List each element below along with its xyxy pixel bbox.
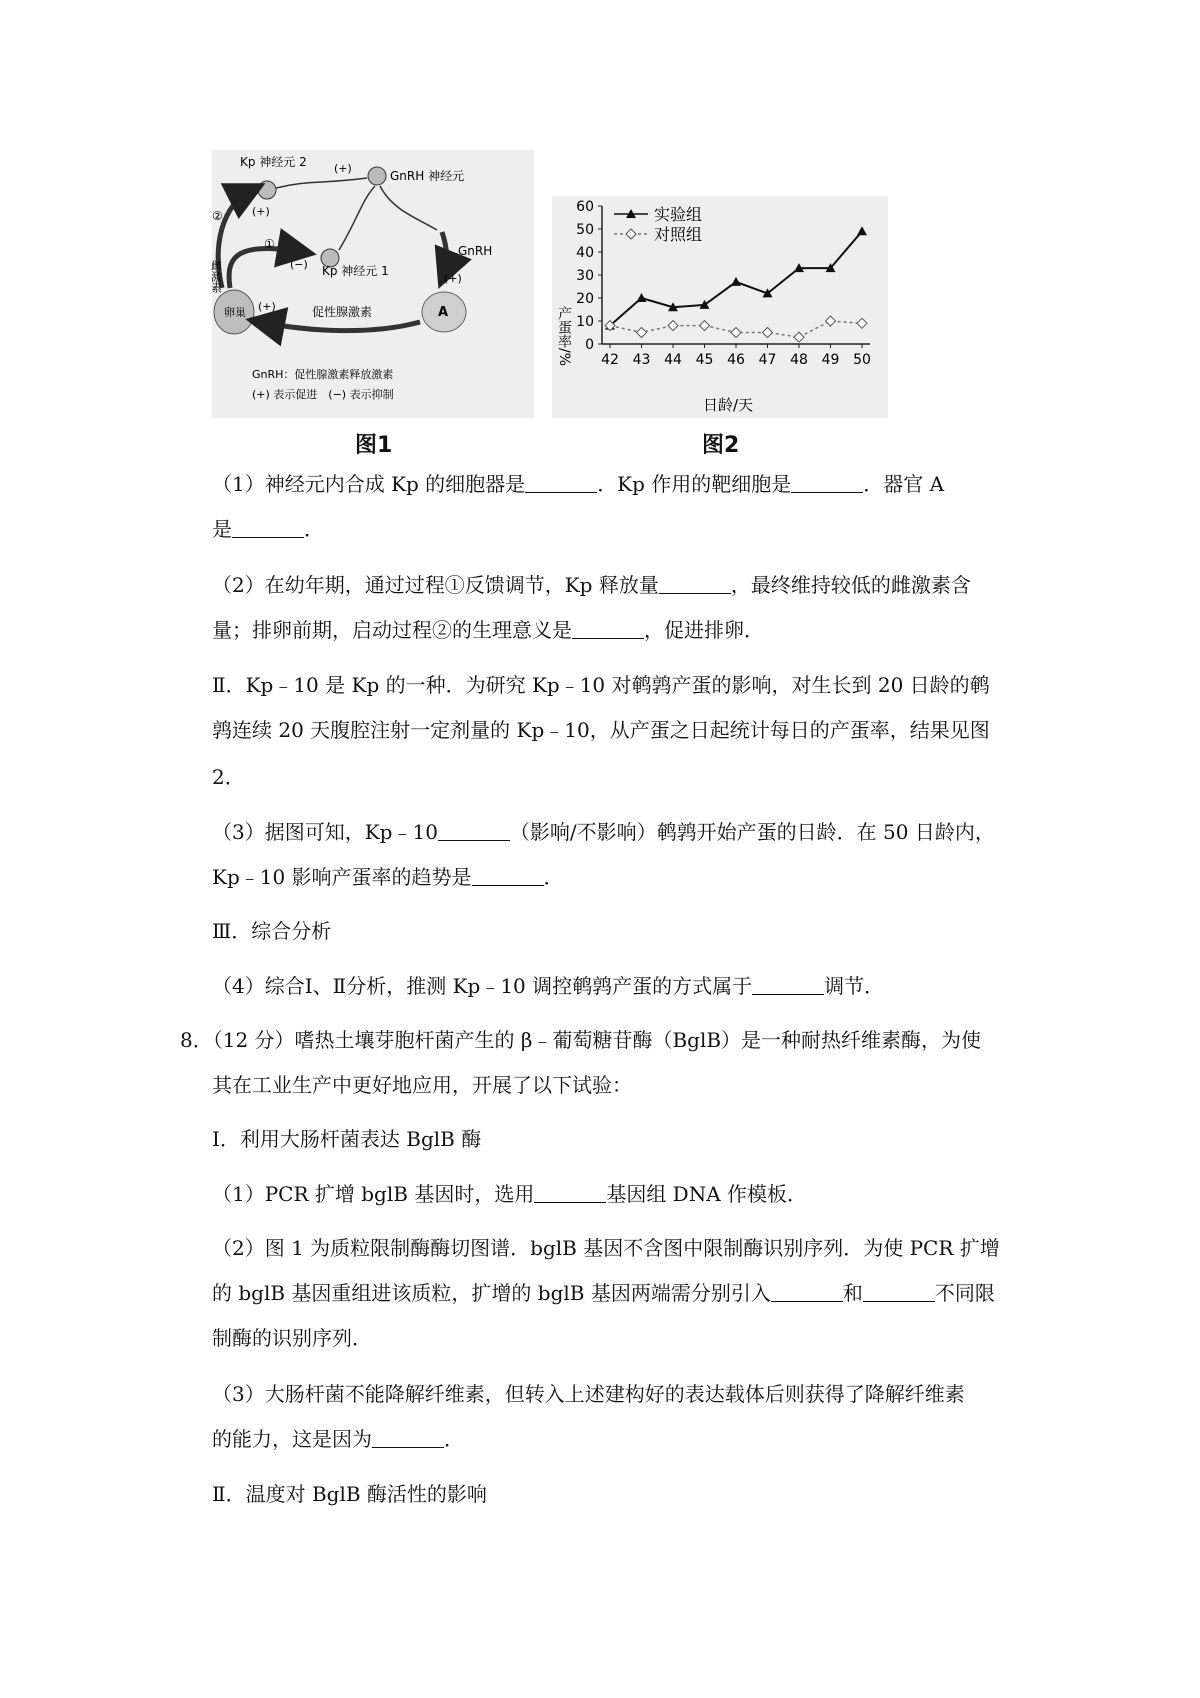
y-tick-label: 60 — [576, 199, 594, 215]
x-tick-label: 48 — [790, 352, 808, 368]
x-tick-label: 47 — [758, 352, 777, 368]
kp2-to-gnrh-axon — [276, 178, 367, 188]
ovary-plus-label: (+) — [258, 300, 276, 313]
problem-8-question-2-line-2: 的 bglB 基因重组进该质粒，扩增的 bglB 基因两端需分别引入 和 不同限 — [212, 1281, 995, 1305]
question-1-line-1: （1）神经元内合成 Kp 的细胞器是 ．Kp 作用的靶细胞是 ．器官 A — [212, 472, 945, 496]
chart-y-axis-label: 产蛋率/% — [556, 306, 572, 367]
x-tick-label: 45 — [695, 352, 714, 368]
x-tick-label: 46 — [727, 352, 745, 368]
x-tick-label: 42 — [601, 352, 619, 368]
experiment-point — [637, 293, 647, 302]
experiment-point — [857, 226, 867, 235]
note-gnrh: GnRH：促性腺激素释放激素 — [252, 368, 394, 381]
gnrh-arrow — [442, 232, 447, 275]
kp-neuron-1-label: Kp 神经元 1 — [322, 264, 389, 278]
gnrh-plus-label: (+) — [334, 162, 352, 175]
question-1-line-2: 是 ． — [212, 517, 324, 541]
problem-8-question-3-line-1: （3）大肠杆菌不能降解纤维素，但转入上述建构好的表达载体后则获得了降解纤维素 — [212, 1382, 965, 1406]
problem-8-line-1: 8．（12 分）嗜热土壤芽胞杆菌产生的 β﹣葡萄糖苷酶（BglB）是一种耐热纤维素酶，为使 — [180, 1028, 982, 1052]
section-2-line-2: 鹑连续 20 天腹腔注射一定剂量的 Kp﹣10，从产蛋之日起统计每日的产蛋率，结果见图 — [212, 718, 990, 742]
process-2-label: ② — [212, 209, 223, 223]
control-point — [794, 332, 804, 342]
legend-marker-2 — [626, 229, 636, 239]
blank-11 — [863, 1281, 935, 1302]
y-tick-label: 30 — [576, 268, 594, 284]
estrogen-label: 雌激素 — [209, 260, 223, 293]
experiment-point — [731, 277, 741, 286]
x-tick-label: 43 — [632, 352, 651, 368]
question-4-line: （4）综合Ⅰ、Ⅱ分析，推测 Kp﹣10 调控鹌鹑产蛋的方式属于 调节． — [212, 974, 885, 998]
problem-8-line-2: 其在工业生产中更好地应用，开展了以下试验： — [212, 1073, 632, 1097]
x-tick-label: 49 — [821, 352, 840, 368]
control-point — [668, 321, 678, 331]
kp-neuron-2-icon — [258, 181, 276, 199]
question-2-line-1: （2）在幼年期，通过过程①反馈调节，Kp 释放量 ，最终维持较低的雌激素含 — [212, 573, 971, 597]
blank-1 — [525, 472, 597, 493]
gnrh-neuron-label: GnRH 神经元 — [390, 169, 465, 183]
problem-8-question-1: （1）PCR 扩增 bglB 基因时，选用 基因组 DNA 作模板． — [212, 1182, 808, 1206]
control-point — [731, 328, 741, 338]
y-tick-label: 40 — [576, 245, 594, 261]
y-tick-label: 10 — [576, 314, 594, 330]
ovary-label: 卵巢 — [224, 306, 246, 319]
gnrh-axon — [380, 186, 437, 230]
process-1-label: ① — [264, 237, 275, 251]
blank-6 — [438, 820, 510, 841]
control-point — [763, 328, 773, 338]
gnrh-neuron-icon — [368, 167, 386, 185]
regulation-diagram — [209, 150, 534, 418]
blank-2 — [791, 472, 863, 493]
question-3-line-1: （3）据图可知，Kp﹣10 （影响/不影响）鹌鹑开始产蛋的日龄．在 50 日龄内， — [212, 820, 995, 844]
question-2-line-2: 量；排卵前期，启动过程②的生理意义是 ，促进排卵． — [212, 618, 764, 642]
problem-8-question-3-line-2: 的能力，这是因为 ． — [212, 1427, 464, 1451]
figure-1-diagram — [209, 150, 534, 418]
blank-9 — [534, 1182, 606, 1203]
figure-2-chart — [552, 196, 888, 418]
a-plus-label: (+) — [444, 272, 462, 285]
question-3-line-2: Kp﹣10 影响产蛋率的趋势是 ． — [212, 865, 564, 889]
y-tick-label: 0 — [585, 337, 594, 353]
blank-4 — [659, 573, 731, 594]
problem-8-question-2-line-1: （2）图 1 为质粒限制酶酶切图谱．bglB 基因不含图中限制酶识别序列．为使 PCR 扩增 — [212, 1236, 1000, 1260]
blank-10 — [771, 1281, 843, 1302]
kp-neuron-2-label: Kp 神经元 2 — [240, 155, 307, 169]
x-tick-label: 44 — [664, 352, 682, 368]
kp2-plus-label: (+) — [252, 205, 270, 218]
gnrh-label: GnRH — [458, 244, 493, 258]
kp1-to-gnrh-axon — [339, 186, 375, 250]
blank-5 — [572, 618, 644, 639]
control-point — [637, 328, 647, 338]
section-3-title: Ⅲ．综合分析 — [212, 919, 332, 943]
blank-12 — [372, 1427, 444, 1448]
control-point — [826, 316, 836, 326]
x-tick-label: 50 — [853, 352, 871, 368]
organ-a-label: A — [438, 305, 449, 320]
y-tick-label: 20 — [576, 291, 594, 307]
y-tick-label: 50 — [576, 222, 594, 238]
legend-label-1: 实验组 — [654, 205, 703, 224]
kp1-minus-label: (−) — [290, 258, 308, 271]
problem-8-section-2: Ⅱ．温度对 BglB 酶活性的影响 — [212, 1482, 487, 1506]
note-legend: (+) 表示促进 (−) 表示抑制 — [252, 388, 394, 401]
problem-8-section-1: Ⅰ．利用大肠杆菌表达 BglB 酶 — [212, 1127, 482, 1151]
section-2-line-3: 2． — [212, 765, 245, 789]
gonadotropin-arrow — [260, 322, 420, 331]
blank-3 — [232, 517, 304, 538]
gonadotropin-label: 促性腺激素 — [312, 305, 373, 319]
figure-1-caption: 图1 — [355, 433, 393, 458]
blank-7 — [472, 865, 544, 886]
control-point — [857, 318, 867, 328]
blank-8 — [752, 974, 824, 995]
legend-label-2: 对照组 — [654, 225, 703, 244]
egg-laying-rate-chart — [552, 196, 888, 418]
section-2-line-1: Ⅱ．Kp﹣10 是 Kp 的一种．为研究 Kp﹣10 对鹌鹑产蛋的影响，对生长到 20 日龄的鹌 — [212, 673, 990, 697]
process-2-arrow — [218, 190, 252, 288]
problem-8-question-2-line-3: 制酶的识别序列． — [212, 1326, 372, 1350]
chart-x-axis-label: 日龄/天 — [702, 396, 754, 414]
control-point — [700, 321, 710, 331]
figure-2-caption: 图2 — [702, 433, 740, 458]
